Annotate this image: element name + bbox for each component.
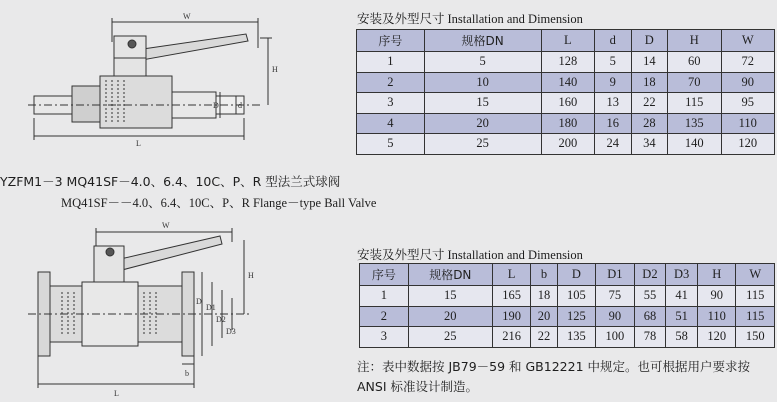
table-cell: 140: [668, 134, 721, 155]
table-cell: 110: [721, 113, 774, 134]
table-cell: 110: [698, 306, 736, 327]
table-cell: 100: [596, 327, 634, 348]
model-line-en-text: MQ41SF－－4.0、6.4、10C、P、R Flange－type Ball Valve: [61, 196, 377, 210]
table2-header: D: [557, 264, 595, 286]
table-cell: 15: [424, 93, 541, 114]
table-cell: 20: [408, 306, 492, 327]
table1-title: [357, 9, 583, 27]
table-cell: 140: [541, 72, 594, 93]
valve2-label-h: H: [248, 271, 254, 280]
valve2-drawing: [22, 212, 282, 402]
table2-header: D2: [634, 264, 666, 286]
table-cell: 3: [357, 93, 425, 114]
table-cell: 68: [634, 306, 666, 327]
valve2-label-d2: D2: [216, 315, 226, 324]
table-cell: 70: [668, 72, 721, 93]
table-cell: 120: [721, 134, 774, 155]
table-row: [357, 134, 775, 155]
table-cell: 4: [357, 113, 425, 134]
dimension-table-2: [359, 263, 775, 348]
valve2-label-w: W: [162, 221, 170, 230]
table-cell: 120: [698, 327, 736, 348]
table2-header: D3: [666, 264, 698, 286]
table-row: [360, 327, 775, 348]
table-cell: 75: [596, 286, 634, 307]
table-cell: 105: [557, 286, 595, 307]
table-cell: 135: [557, 327, 595, 348]
table-cell: 5: [595, 52, 632, 73]
table-cell: 22: [531, 327, 557, 348]
standards-note: 注：表中数据按 JB79－59 和 GB12221 中规定。也可根据用户要求按 ANSI 标准设计制造。: [357, 359, 750, 394]
table-cell: 160: [541, 93, 594, 114]
valve2-label-b: b: [185, 369, 189, 378]
table-cell: 34: [631, 134, 668, 155]
table-cell: 115: [736, 286, 775, 307]
table-cell: 10: [424, 72, 541, 93]
valve2-label-d1: D1: [206, 303, 216, 312]
table-cell: 135: [668, 113, 721, 134]
table2-title-en: Installation and Dimension: [447, 248, 583, 262]
table1-header: H: [668, 30, 721, 52]
table-cell: 150: [736, 327, 775, 348]
table2-header: L: [492, 264, 530, 286]
table-cell: 165: [492, 286, 530, 307]
table-cell: 60: [668, 52, 721, 73]
table1-header: d: [595, 30, 632, 52]
table-header-row: [357, 30, 775, 52]
table-cell: 190: [492, 306, 530, 327]
table-cell: 115: [736, 306, 775, 327]
table-row: [357, 93, 775, 114]
table-cell: 16: [595, 113, 632, 134]
table-cell: 2: [360, 306, 409, 327]
model-line-cn-text: YZFM1－3 MQ41SF－4.0、6.4、10C、P、R 型法兰式球阀: [0, 174, 341, 189]
table-cell: 78: [634, 327, 666, 348]
table2-header: W: [736, 264, 775, 286]
table-row: [360, 286, 775, 307]
table-cell: 128: [541, 52, 594, 73]
table-row: [357, 113, 775, 134]
table-cell: 200: [541, 134, 594, 155]
table-cell: 90: [596, 306, 634, 327]
table2-title: [357, 245, 583, 263]
table-cell: 20: [424, 113, 541, 134]
table-row: [357, 52, 775, 73]
model-line-cn: [0, 172, 340, 190]
table-cell: 58: [666, 327, 698, 348]
table-cell: 13: [595, 93, 632, 114]
table-cell: 24: [595, 134, 632, 155]
table-cell: 115: [668, 93, 721, 114]
table1-header: 规格DN: [424, 30, 541, 52]
table2-header: D1: [596, 264, 634, 286]
table-cell: 18: [531, 286, 557, 307]
table2-header: 规格DN: [408, 264, 492, 286]
table-cell: 28: [631, 113, 668, 134]
table2-header: b: [531, 264, 557, 286]
valve1-label-w: W: [183, 12, 191, 21]
table-cell: 14: [631, 52, 668, 73]
table1-header: D: [631, 30, 668, 52]
table1-title-en: Installation and Dimension: [447, 12, 583, 26]
dimension-table-1: [356, 29, 775, 155]
valve2-label-d3: D3: [226, 327, 236, 336]
table2-header: H: [698, 264, 736, 286]
table-cell: 5: [424, 52, 541, 73]
table1-title-cn: 安装及外型尺寸: [357, 11, 445, 26]
table-cell: 22: [631, 93, 668, 114]
valve1-label-d-lower: d: [238, 101, 242, 110]
table-cell: 55: [634, 286, 666, 307]
model-line-en: [61, 193, 376, 211]
table-cell: 216: [492, 327, 530, 348]
table-cell: 95: [721, 93, 774, 114]
table-row: [357, 72, 775, 93]
table-cell: 5: [357, 134, 425, 155]
table-cell: 3: [360, 327, 409, 348]
valve1-label-d-upper: D: [213, 101, 219, 110]
table1-header: L: [541, 30, 594, 52]
table-header-row: [360, 264, 775, 286]
table-cell: 1: [357, 52, 425, 73]
table-cell: 20: [531, 306, 557, 327]
table-cell: 72: [721, 52, 774, 73]
table2-title-cn: 安装及外型尺寸: [357, 247, 445, 262]
table-cell: 51: [666, 306, 698, 327]
valve2-label-d: D: [196, 297, 202, 306]
valve1-label-l: L: [136, 139, 141, 148]
table-cell: 90: [698, 286, 736, 307]
table-cell: 90: [721, 72, 774, 93]
table-cell: 41: [666, 286, 698, 307]
table-cell: 25: [424, 134, 541, 155]
table-cell: 125: [557, 306, 595, 327]
table-cell: 2: [357, 72, 425, 93]
table-cell: 9: [595, 72, 632, 93]
valve1-drawing: [20, 8, 290, 168]
table-cell: 180: [541, 113, 594, 134]
valve2-label-l: L: [114, 389, 119, 398]
table-cell: 15: [408, 286, 492, 307]
table-cell: 18: [631, 72, 668, 93]
table2-header: 序号: [360, 264, 409, 286]
table-cell: 25: [408, 327, 492, 348]
table1-header: W: [721, 30, 774, 52]
table-row: [360, 306, 775, 327]
valve1-label-h: H: [272, 65, 278, 74]
table-cell: 1: [360, 286, 409, 307]
table1-header: 序号: [357, 30, 425, 52]
